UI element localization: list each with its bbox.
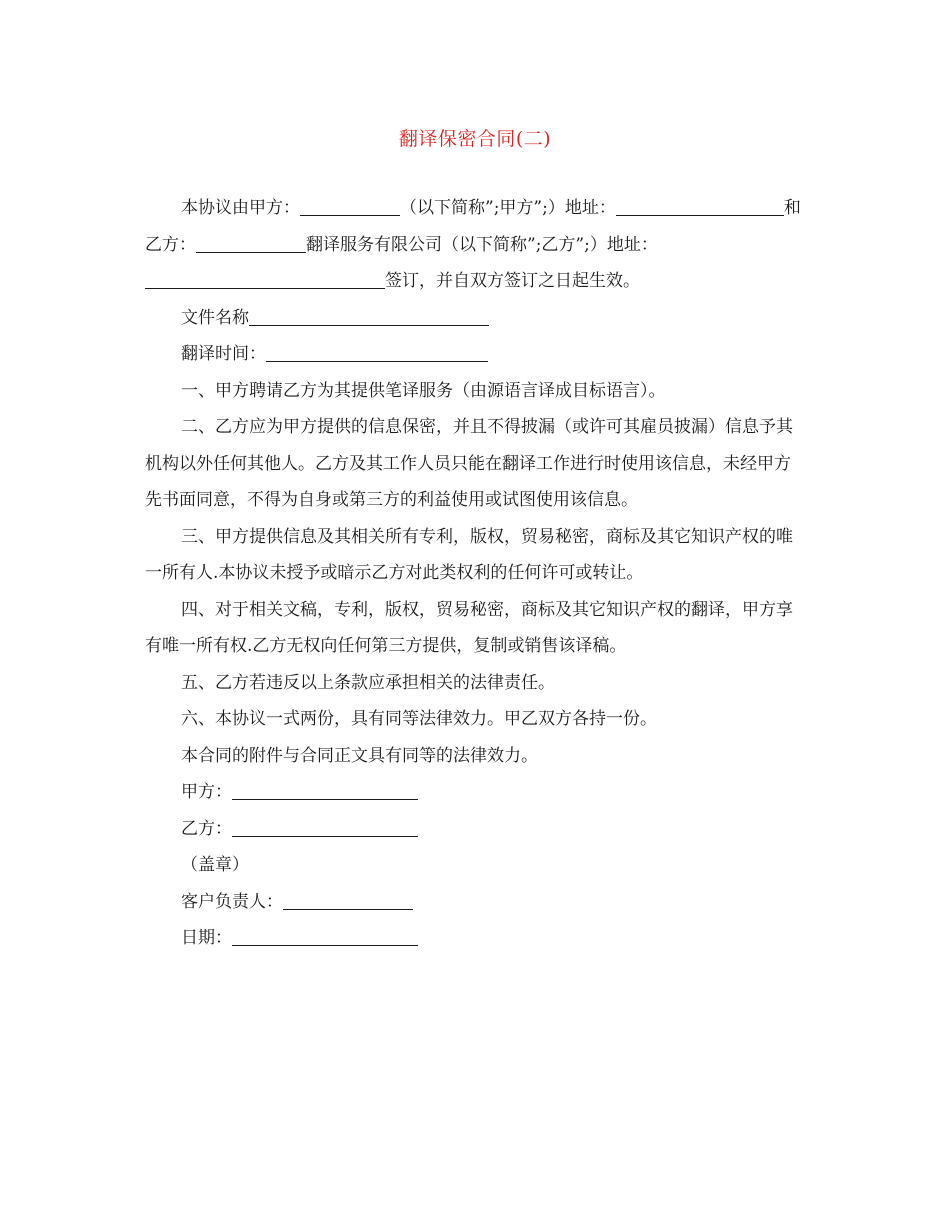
clause-2: 二、乙方应为甲方提供的信息保密，并且不得披漏（或许可其雇员披漏）信息予其机构以外任何其他人。乙方及其工作人员只能在翻译工作进行时使用该信息，未经甲方先书面同意，不得为自身或第三方的利益使用或试图使用该信息。 — [145, 417, 793, 510]
clause-3: 三、甲方提供信息及其相关所有专利，版权，贸易秘密，商标及其它知识产权的唯一所有人.本协议未授予或暗示乙方对此类权利的任何许可或转让。 — [145, 526, 793, 583]
translate-time-blank[interactable] — [266, 341, 488, 362]
party-b-address-blank[interactable] — [145, 268, 385, 289]
client-rep-blank[interactable] — [283, 889, 413, 910]
date-blank[interactable] — [232, 925, 418, 946]
document-name-row — [145, 300, 805, 337]
intro-text-4: 翻译服务有限公司（以下简称”;乙方”;）地址： — [306, 234, 658, 255]
intro-paragraph — [145, 190, 805, 300]
translate-time-row — [145, 336, 805, 373]
party-b-signature-label: 乙方： — [181, 818, 232, 839]
party-a-signature-row — [145, 774, 805, 811]
document-title: 翻译保密合同(二) — [398, 128, 552, 150]
party-b-name-blank[interactable] — [196, 232, 306, 253]
party-b-signature-blank[interactable] — [232, 816, 418, 837]
clause-4: 四、对于相关文稿，专利，版权，贸易秘密，商标及其它知识产权的翻译，甲方享有唯一所有权.乙方无权向任何第三方提供，复制或销售该译稿。 — [145, 599, 793, 656]
intro-text-2: （以下简称”;甲方”;）地址： — [400, 198, 616, 218]
clause-1: 一、甲方聘请乙方为其提供笔译服务（由源语言译成目标语言）。 — [181, 380, 666, 401]
seal-label: （盖章） — [181, 855, 249, 875]
date-label: 日期： — [181, 928, 232, 948]
party-b-signature-row — [145, 811, 805, 848]
translate-time-label: 翻译时间： — [181, 344, 266, 364]
document-name-blank[interactable] — [249, 305, 489, 326]
seal-row — [145, 847, 805, 884]
document-name-label: 文件名称 — [181, 307, 249, 328]
clause-6: 六、本协议一式两份，具有同等法律效力。甲乙双方各持一份。 — [181, 709, 657, 729]
party-a-address-blank[interactable] — [616, 195, 784, 216]
clause-5: 五、乙方若违反以上条款应承担相关的法律责任。 — [181, 672, 555, 693]
intro-text-1: 本协议由甲方： — [181, 198, 300, 218]
document-body — [145, 190, 805, 957]
client-rep-row — [145, 884, 805, 921]
client-rep-label: 客户负责人： — [181, 891, 283, 912]
attachment-clause: 本合同的附件与合同正文具有同等的法律效力。 — [181, 745, 538, 766]
intro-text-3: 和乙方： — [145, 198, 801, 255]
party-a-signature-label: 甲方： — [181, 782, 232, 802]
party-a-signature-blank[interactable] — [232, 779, 418, 800]
date-row — [145, 920, 805, 957]
party-a-name-blank[interactable] — [300, 195, 400, 216]
intro-text-5: 签订，并自双方签订之日起生效。 — [385, 271, 640, 291]
